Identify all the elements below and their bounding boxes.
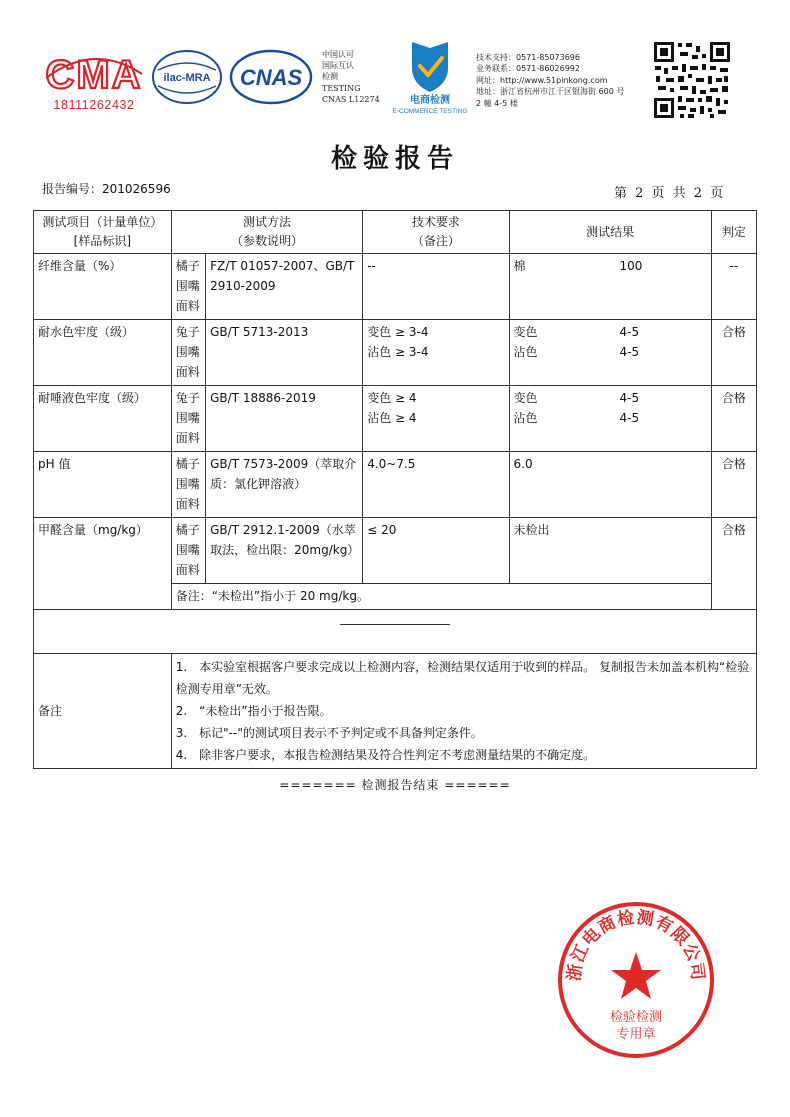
cell-requirement [363,518,509,584]
contact-line: 2 幢 4-5 楼 [476,98,518,108]
result-value: 100 [619,259,643,273]
result-value: 4-5 [619,325,640,339]
cell-sample: 兔子围嘴面料 [171,386,205,452]
result-value: 4-5 [619,345,640,359]
contact-line: 网址：http://www.51pinkong.com [476,75,608,85]
header-result: 测试结果 [509,211,711,254]
remark-item: 2. “未检出”指小于报告限。 [175,704,332,718]
header-method [171,211,363,254]
ilac-text: ilac-MRA [163,72,211,84]
remark-item: 3. 标记"--"的测试项目表示不予判定或不具备判定条件。 [175,726,483,740]
report-number: 报告编号：201026596 [42,182,171,196]
separator-line [340,624,450,625]
contact-line: 技术支持：0571-85073696 [476,53,580,62]
table-row [34,452,757,518]
table-row [34,254,757,320]
cell-method: GB/T 7573-2009（萃取介质：氯化钾溶液） [206,452,363,518]
cell-method: FZ/T 01057-2007、GB/T 2910-2009 [206,254,363,320]
page-number: 第 2 页 共 2 页 [614,186,726,201]
cma-logo [40,50,148,112]
result-value: 4-5 [619,391,640,405]
result-key: 棉 [513,259,526,273]
seal-center-line1: 检验检测 [609,1010,663,1025]
cell-sample: 橘子围嘴面料 [171,518,205,584]
header-item [34,211,172,254]
cert-line: 国际互认 [322,61,354,71]
result-key: 变色 [513,391,538,405]
cell-judgement: 合格 [711,320,756,386]
cell-method: GB/T 18886-2019 [206,386,363,452]
table-row [34,320,757,386]
test-results-table [33,210,757,769]
header-method-line1: 测试方法 [242,215,291,229]
shield-icon [412,42,448,92]
ecommerce-testing-logo [380,38,480,114]
cell-method: GB/T 5713-2013 [206,320,363,386]
cell-sample: 兔子围嘴面料 [171,320,205,386]
cell-result [509,254,711,320]
cell-result [509,386,711,452]
header-req-line2: （备注） [411,234,460,248]
remark-item: 4. 除非客户要求，本报告检测结果及符合性判定不考虑测量结果的不确定度。 [175,748,596,762]
cell-item: pH 值 [34,452,172,518]
result-key: 沾色 [513,411,538,425]
requirement-line: 沾色 ≥ 3-4 [367,345,429,359]
cell-requirement [363,452,509,518]
cert-line: TESTING [322,83,361,93]
cell-method: GB/T 2912.1-2009（水萃取法，检出限：20mg/kg） [206,518,363,584]
table-row [34,386,757,452]
cell-result [509,452,711,518]
header-item-line2: [样品标识] [73,234,132,248]
result-value: 4-5 [619,411,640,425]
page-title: 检验报告 [330,144,459,174]
cell-judgement: -- [711,254,756,320]
cma-letters: CMA [45,53,143,97]
report-end-mark: ======= 检测报告结束 ====== [279,778,511,792]
cell-item: 耐唾液色牢度（级） [34,386,172,452]
cert-line: 检测 [322,72,338,82]
seal-arc-text: 浙江电商检测有限公司 [564,907,708,983]
result-key: 6.0 [513,457,533,471]
cell-requirement [363,320,509,386]
cnas-text: CNAS [239,65,303,90]
remarks-label: 备注 [34,654,172,769]
header-req-line1: 技术要求 [411,215,460,229]
remark-item: 1. 本实验室根据客户要求完成以上检测内容，检测结果仅适用于收到的样品。 复制报告未加盖本机构“检验检测专用章”无效。 [175,660,750,696]
result-key: 未检出 [513,523,550,537]
separator-cell [34,610,757,654]
cell-result [509,518,711,584]
cma-number: 18111262432 [53,98,135,112]
cert-line: 中国认可 [322,50,354,59]
remarks-content [171,654,756,769]
cell-requirement [363,386,509,452]
requirement-line: ≤ 20 [367,523,397,537]
cert-line: CNAS L12274 [322,94,380,104]
requirement-line: -- [367,259,376,273]
remarks-row [34,654,757,769]
qr-code-icon [652,40,732,120]
result-key: 变色 [513,325,538,339]
table-row-blank [34,610,757,654]
row-note: 备注：“未检出”指小于 20 mg/kg。 [171,584,711,610]
cell-sample: 橘子围嘴面料 [171,254,205,320]
cell-judgement: 合格 [711,452,756,518]
cell-judgement: 合格 [711,518,756,610]
cell-requirement [363,254,509,320]
cell-result [509,320,711,386]
requirement-line: 沾色 ≥ 4 [367,411,417,425]
cell-judgement: 合格 [711,386,756,452]
cell-item: 耐水色牢度（级） [34,320,172,386]
contact-line: 地址：浙江省杭州市江干区银海街 600 号 [476,87,625,97]
cnas-logo [228,48,314,106]
cell-sample: 橘子围嘴面料 [171,452,205,518]
header-requirement [363,211,509,254]
star-icon [611,952,661,999]
seal-center-line2: 专用章 [616,1027,656,1042]
cnas-cert-text [322,49,380,105]
cell-item: 纤维含量（%） [34,254,172,320]
header-judgement: 判定 [711,211,756,254]
requirement-line: 4.0~7.5 [367,457,416,471]
ecom-en: E-COMMERCE TESTING [392,108,468,114]
cell-item: 甲醛含量（mg/kg） [34,518,172,610]
table-row [34,518,757,584]
company-seal [556,900,716,1060]
requirement-line: 变色 ≥ 4 [367,391,417,405]
header-method-line2: （参数说明） [230,234,303,248]
ecom-cn: 电商检测 [410,95,450,106]
requirement-line: 变色 ≥ 3-4 [367,325,429,339]
table-header-row [34,211,757,254]
contact-info [476,52,624,109]
contact-line: 业务联系：0571-86026992 [476,64,580,74]
ilac-mra-logo [150,48,225,106]
header-item-line1: 测试项目（计量单位） [42,215,163,229]
result-key: 沾色 [513,345,538,359]
